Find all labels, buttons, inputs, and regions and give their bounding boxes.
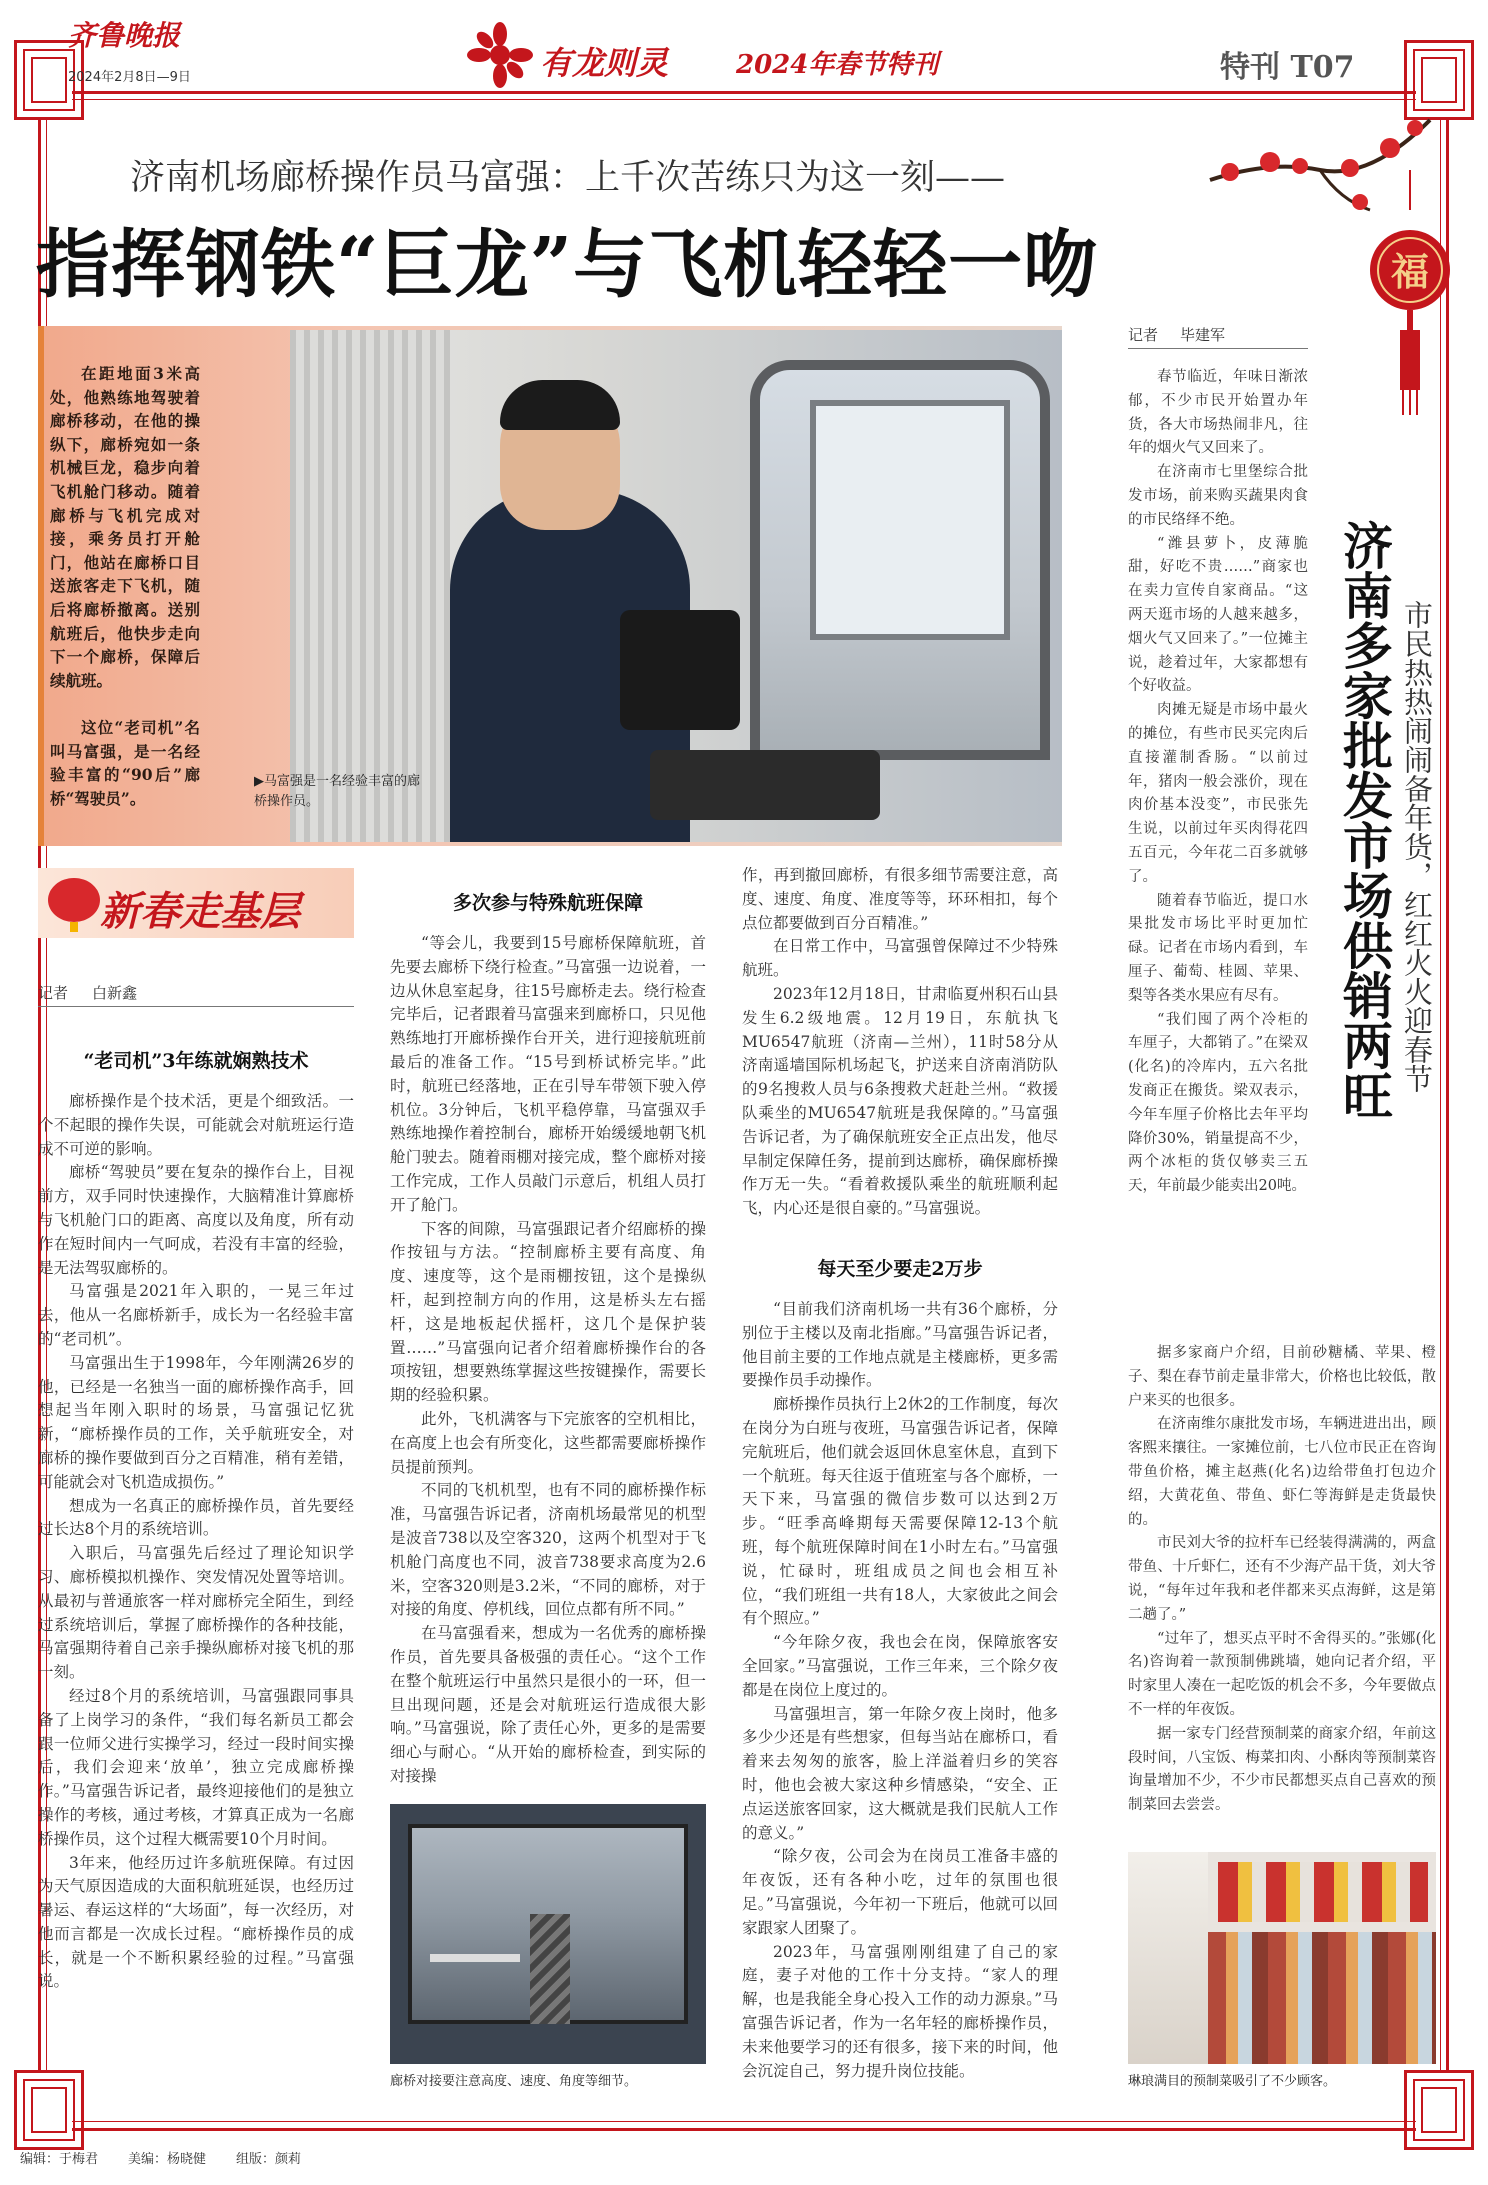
side-subhead: 市民热热闹闹备年货，红红火火迎春节 [1400,600,1434,1093]
page-number: 特刊 T07 [1220,50,1355,85]
issue-date: 2024年2月8日—9日 [68,70,191,85]
side-reporter-rule [1128,348,1308,349]
banner-sub: 2024年春节特刊 [736,50,939,80]
svg-text:福: 福 [1390,249,1430,294]
reporter-label: 记者 [38,984,69,1002]
lantern-icon [44,872,104,934]
photo-operator [290,330,1062,842]
footer-designer: 美编：杨晓健 [128,2152,207,2167]
section1-title: “老司机”3年练就娴熟技术 [83,1050,309,1072]
col1-body: 廊桥操作是个技术活，更是个细致活。一个不起眼的操作失误，可能就会对航班运行造成不可逆的影响。 廊桥“驾驶员”要在复杂的操作台上，目视前方，双手同时快速操作，大脑精准计算廊桥与飞机舱门口的距离、高度以及角度，所有动作在短时间内一气呵成，若没有丰富的经验，是无法驾驭廊桥的。 马富强是2021年入职的，一晃三年过去，他从一名廊桥新手，成长为一名经验丰富的“老司机”。 马富强出生于1998年，今年刚满26岁的他，已经是一名独当一面的廊桥操作高手，回想起当年刚入职时的场景，马富强记忆犹新，“廊桥操作员的工作，关乎航班安全，对廊桥的操作要做到百分之百精准，稍有差错，可能就会对飞机造成损伤。” 想成为一名真正的廊桥操作员，首先要经过长达8个月的系统培训。 入职后，马富强先后经过了理论知识学习、廊桥模拟机操作、突发情况处置等培训。从最初与普通旅客一样对廊桥完全陌生，到经过系统培训后，掌握了廊桥操作的各种技能，马富强期待着自己亲手操纵廊桥对接飞机的那一刻。 经过8个月的系统培训，马富强跟同事具备了上岗学习的条件，“我们每名新员工都会跟一位师父进行实操学习，经过一段时间实操后，我们会迎来‘放单’，独立完成廊桥操作。”马富强告诉记者，最终迎接他们的是独立操作的考核，通过考核，才算真正成为一名廊桥操作员，这个过程大概需要10个月时间。 3年来，他经历过许多航班保障。有过因为天气原因造成的大面积航班延误，也经历过暑运、春运这样的“大场面”，每一次经历，对他而言都是一次成长过程。“廊桥操作员的成长，就是一个不断积累经验的过程。”马富强说。 [38,1092,354,1991]
photo-caption-operator: ▶马富强是一名经验丰富的廊桥操作员。 [254,774,420,809]
corner-ornament-bottom-left [14,2070,84,2150]
fu-lantern-icon [1365,170,1455,420]
side-col-b: 据多家商户介绍，目前砂糖橘、苹果、橙子、梨在春节前走量非常大，价格也比较低，散户来买的也很多。 在济南维尔康批发市场，车辆进进出出，顾客熙来攘往。一家摊位前，七八位市民正在咨询带鱼价格，摊主赵燕(化名)边给带鱼打包边介绍，大黄花鱼、带鱼、虾仁等海鲜是走货最快的。 市民刘大爷的拉杆车已经装得满满的，两盒带鱼、十斤虾仁，还有不少海产品干货，刘大爷说，“每年过年我和老伴都来买点海鲜，这是第二趟了。” “过年了，想买点平时不舍得买的。”张娜(化名)咨询着一款预制佛跳墙，她向记者介绍，平时家里人凑在一起吃饭的机会不多，今年要做点不一样的年夜饭。 据一家专门经营预制菜的商家介绍，年前这段时间，八宝饭、梅菜扣肉、小酥肉等预制菜咨询量增加不少，不少市民都想买点自己喜欢的预制菜回去尝尝。 [1128,1345,1436,1814]
section2-title: 多次参与特殊航班保障 [452,892,643,914]
column-logo-text: 新春走基层 [100,888,300,935]
reporter-rule [38,1006,354,1007]
photo-caption-bridge: 廊桥对接要注意高度、速度、角度等细节。 [390,2074,638,2089]
side-reporter-name: 毕建军 [1180,326,1226,344]
dragon-ornament-icon [460,20,540,90]
frame-top-line [72,91,1416,94]
col2-body: “等会儿，我要到15号廊桥保障航班，首先要去廊桥下绕行检查。”马富强一边说着，一边从休息室起身，往15号廊桥走去。绕行检查完毕后，记者跟着马富强来到廊桥口，只见他熟练地打开廊桥操作台开关，进行迎接航班前最后的准备工作。“15号到桥试桥完毕。”此时，航班已经落地，正在引导车带领下驶入停机位。3分钟后，飞机平稳停靠，马富强双手熟练地操作着控制台，廊桥开始缓缓地朝飞机舱门驶去。随着雨棚对接完成，整个廊桥对接工作完成，工作人员敲门示意后，机组人员打开了舱门。 下客的间隙，马富强跟记者介绍廊桥的操作按钮与方法。“控制廊桥主要有高度、角度、速度等，这个是雨棚按钮，这个是操纵杆，起到控制方向的作用，这是桥头左右摇杆，这是地板起伏摇杆，这几个是保护装置……”马富强向记者介绍着廊桥操作台的各项按钮，想要熟练掌握这些按键操作，需要长期的经验积累。 此外，飞机满客与下完旅客的空机相比，在高度上也会有所变化，这些都需要廊桥操作员提前预判。 不同的飞机机型，也有不同的廊桥操作标准，马富强告诉记者，济南机场最常见的机型是波音738以及空客320，这两个机型对于飞机舱门高度也不同，波音738要求高度为2.6米，空客320则是3.2米，“不同的廊桥，对于对接的角度、停机线，回位点都有所不同。” 在马富强看来，想成为一名优秀的廊桥操作员，首先要具备极强的责任心。“这个工作在整个航班运行中虽然只是很小的一环，但一旦出现问题，还是会对航班运行造成很大影响。”马富强说，除了责任心外，更多的是需要细心与耐心。“从开始的廊桥检查，到实际的对接操 [390,934,706,1785]
photo-caption-food: 琳琅满目的预制菜吸引了不少顾客。 [1128,2074,1337,2089]
lede-text: 在距地面3米高处，他熟练地驾驶着廊桥移动，在他的操纵下，廊桥宛如一条机械巨龙，稳步向着飞机舱门移动。随着廊桥与飞机完成对接，乘务员打开舱门，他站在廊桥口目送旅客走下飞机，随后将廊桥撤离。送别航班后，他快步走向下一个廊桥，保障后续航班。 [50,364,200,690]
footer-editor: 编辑：于梅君 [20,2152,99,2167]
col3-body: 作，再到撤回廊桥，有很多细节需要注意，高度、速度、角度、准度等等，环环相扣，每个点位都要做到百分百精准。” 在日常工作中，马富强曾保障过不少特殊航班。 2023年12月18日，甘肃临夏州积石山县发生6.2级地震。12月19日，东航执飞MU6547航班（济南—兰州），11时58分从济南遥墙国际机场起飞，护送来自济南消防队的9名搜救人员与6条搜救犬赶赴兰州。“救援队乘坐的MU6547航班是我保障的。”马富强告诉记者，为了确保航班安全正点出发，他尽早制定保障任务，提前到达廊桥，确保廊桥操作万无一失。“看着救援队乘坐的航班顺利起飞，内心还是很自豪的。”马富强说。 [742,866,1058,1218]
frame-bottom-line [72,2128,1416,2131]
main-headline: 指挥钢铁“巨龙”与飞机轻轻一吻 [36,222,1099,308]
footer-typesetter: 组版：颜莉 [236,2152,302,2167]
reporter-name: 白新鑫 [92,984,138,1002]
side-col-a: 春节临近，年味日渐浓郁，不少市民开始置办年货，各大市场热闹非凡，往年的烟火气又回来了。 在济南市七里堡综合批发市场，前来购买蔬果肉食的市民络绎不绝。 “潍县萝卜，皮薄脆甜，好吃不贵……”商家也在卖力宣传自家商品。“这两天逛市场的人越来越多，烟火气又回来了。”一位摊主说，趁着过年，大家都想有个好收益。 肉摊无疑是市场中最火的摊位，有些市民买完肉后直接灌制香肠。“以前过年，猪肉一般会涨价，现在肉价基本没变”，市民张先生说，以前过年买肉得花四五百元，今年花二百多就够了。 随着春节临近，提口水果批发市场比平时更加忙碌。记者在市场内看到，车厘子、葡萄、桂圆、苹果、梨等各类水果应有尽有。 “我们囤了两个冷柜的车厘子，大都销了。”在梁双(化名)的冷库内，五六名批发商正在搬货。梁双表示，今年车厘子价格比去年平均降价30%，销量提高不少，两个冰柜的货仅够卖三五天，年前最少能卖出20吨。 [1128,369,1308,1195]
banner-main: 有龙则灵 [540,44,669,82]
col3b-body: “目前我们济南机场一共有36个廊桥，分别位于主楼以及南北指廊。”马富强告诉记者，他目前主要的工作地点就是主楼廊桥，更多需要操作员手动操作。 廊桥操作员执行上2休2的工作制度，每次在岗分为白班与夜班，马富强告诉记者，保障完航班后，他们就会返回休息室休息，直到下一个航班。每天往返于值班室与各个廊桥，一天下来，马富强的微信步数可以达到2万步。“旺季高峰期每天需要保障12-13个航班，每个航班保障时间在1小时左右。”马富强说，忙碌时，班组成员之间也会相互补位，“我们班组一共有18人，大家彼此之间会有个照应。” “今年除夕夜，我也会在岗，保障旅客安全回家。”马富强说，工作三年来，三个除夕夜都是在岗位上度过的。 马富强坦言，第一年除夕夜上岗时，他多多少少还是有些想家，但每当站在廊桥口，看着来去匆匆的旅客，脸上洋溢着归乡的笑容时，他也会被大家这种乡情感染，“安全、正点运送旅客回家，这大概就是我们民航人工作的意义。” “除夕夜，公司会为在岗员工准备丰盛的年夜饭，还有各种小吃，过年的氛围也很足。”马富强说，今年初一下班后，他就可以回家跟家人团聚了。 2023年，马富强刚刚组建了自己的家庭，妻子对他的工作十分支持。“家人的理解，也是我能全身心投入工作的动力源泉。”马富强告诉记者，作为一名年轻的廊桥操作员，未来他要学习的还有很多，接下来的时间，他会沉淀自己，努力提升岗位技能。 [742,1300,1058,2080]
photo-bridge-window [390,1804,706,2064]
paper-logo: 齐鲁晚报 [68,19,181,52]
side-headline: 济南多家批发市场供销两旺 [1335,520,1394,1120]
main-kicker: 济南机场廊桥操作员马富强：上千次苦练只为这一刻—— [130,158,1006,198]
photo-prepared-food [1128,1852,1436,2064]
frame-bottom-line-inner [72,2121,1416,2122]
lede-text-2: 这位“老司机”名叫马富强，是一名经验丰富的“90后”廊桥“驾驶员”。 [50,718,200,808]
section3-title: 每天至少要走2万步 [817,1258,983,1280]
side-reporter-label: 记者 [1128,326,1159,344]
